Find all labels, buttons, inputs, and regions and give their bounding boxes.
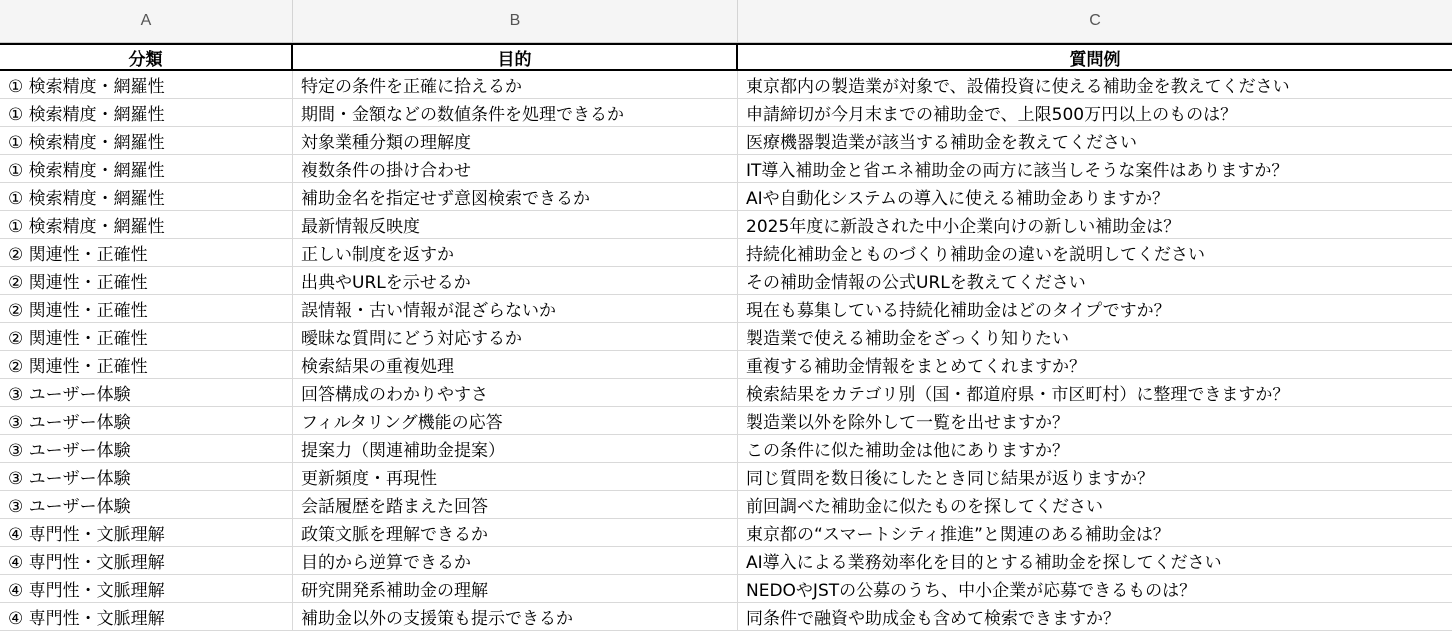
cell-category[interactable]: ② 関連性・正確性 xyxy=(0,267,293,294)
table-row xyxy=(0,155,1452,183)
cell-category[interactable]: ① 検索精度・網羅性 xyxy=(0,211,293,238)
cell-purpose[interactable]: 回答構成のわかりやすさ xyxy=(293,379,738,406)
cell-purpose[interactable]: 正しい制度を返すか xyxy=(293,239,738,266)
column-header-b[interactable]: B xyxy=(293,0,738,42)
cell-example[interactable]: 2025年度に新設された中小企業向けの新しい補助金は？ xyxy=(746,217,1181,237)
cell-example[interactable]: 現在も募集している持続化補助金はどのタイプですか？ xyxy=(746,301,1171,321)
cell-example[interactable]: 検索結果をカテゴリ別（国・都道府県・市区町村）に整理できますか？ xyxy=(746,385,1290,405)
table-body xyxy=(0,71,1452,631)
column-header-c[interactable]: C xyxy=(1089,12,1101,29)
cell-grid xyxy=(0,43,1452,631)
cell-example[interactable]: 東京都内の製造業が対象で、設備投資に使える補助金を教えてください xyxy=(746,77,1290,97)
cell-purpose[interactable]: 補助金以外の支援策も提示できるか xyxy=(293,603,738,630)
cell-purpose[interactable]: 曖昧な質問にどう対応するか xyxy=(293,323,738,350)
cell-category[interactable]: ② 関連性・正確性 xyxy=(0,295,293,322)
cell-purpose[interactable]: 期間・金額などの数値条件を処理できるか xyxy=(293,99,738,126)
cell-example[interactable]: 医療機器製造業が該当する補助金を教えてください xyxy=(746,133,1137,153)
header-cell-example[interactable]: 質問例 xyxy=(1069,49,1121,69)
header-cell-purpose[interactable]: 目的 xyxy=(293,45,738,69)
table-row xyxy=(0,239,1452,267)
cell-purpose[interactable]: 出典やURLを示せるか xyxy=(293,267,738,294)
cell-purpose[interactable]: 目的から逆算できるか xyxy=(293,547,738,574)
cell-category[interactable]: ③ ユーザー体験 xyxy=(0,435,293,462)
table-row xyxy=(0,491,1452,519)
column-header-a[interactable]: A xyxy=(0,0,293,42)
table-row xyxy=(0,435,1452,463)
table-row xyxy=(0,603,1452,631)
cell-example[interactable]: AI導入による業務効率化を目的とする補助金を探してください xyxy=(746,553,1222,573)
cell-purpose[interactable]: 更新頻度・再現性 xyxy=(293,463,738,490)
cell-purpose[interactable]: 会話履歴を踏まえた回答 xyxy=(293,491,738,518)
table-row xyxy=(0,519,1452,547)
table-row xyxy=(0,211,1452,239)
table-row xyxy=(0,351,1452,379)
cell-category[interactable]: ③ ユーザー体験 xyxy=(0,463,293,490)
cell-category[interactable]: ① 検索精度・網羅性 xyxy=(0,155,293,182)
cell-example[interactable]: 製造業以外を除外して一覧を出せますか？ xyxy=(746,413,1069,433)
cell-purpose[interactable]: 補助金名を指定せず意図検索できるか xyxy=(293,183,738,210)
cell-example[interactable]: AIや自動化システムの導入に使える補助金ありますか？ xyxy=(746,189,1169,209)
cell-category[interactable]: ② 関連性・正確性 xyxy=(0,323,293,350)
table-row xyxy=(0,547,1452,575)
table-row xyxy=(0,463,1452,491)
cell-category[interactable]: ① 検索精度・網羅性 xyxy=(0,99,293,126)
column-header-bar xyxy=(0,0,1452,43)
table-row xyxy=(0,407,1452,435)
table-row xyxy=(0,379,1452,407)
cell-example[interactable]: 申請締切が今月末までの補助金で、上限500万円以上のものは？ xyxy=(746,105,1238,125)
table-row xyxy=(0,71,1452,99)
table-row xyxy=(0,127,1452,155)
cell-category[interactable]: ④ 専門性・文脈理解 xyxy=(0,547,293,574)
table-row xyxy=(0,575,1452,603)
cell-purpose[interactable]: 対象業種分類の理解度 xyxy=(293,127,738,154)
cell-example[interactable]: NEDOやJSTの公募のうち、中小企業が応募できるものは？ xyxy=(746,581,1197,601)
cell-category[interactable]: ④ 専門性・文脈理解 xyxy=(0,603,293,630)
cell-purpose[interactable]: 政策文脈を理解できるか xyxy=(293,519,738,546)
cell-category[interactable]: ① 検索精度・網羅性 xyxy=(0,183,293,210)
cell-example[interactable]: IT導入補助金と省エネ補助金の両方に該当しそうな案件はありますか？ xyxy=(746,161,1289,181)
cell-example[interactable]: 同じ質問を数日後にしたとき同じ結果が返りますか？ xyxy=(746,469,1154,489)
cell-example[interactable]: 製造業で使える補助金をざっくり知りたい xyxy=(746,329,1069,349)
cell-purpose[interactable]: 複数条件の掛け合わせ xyxy=(293,155,738,182)
cell-example[interactable]: その補助金情報の公式URLを教えてください xyxy=(746,273,1086,293)
header-row xyxy=(0,43,1452,71)
cell-example[interactable]: 重複する補助金情報をまとめてくれますか？ xyxy=(746,357,1086,377)
cell-purpose[interactable]: 最新情報反映度 xyxy=(293,211,738,238)
cell-example[interactable]: 前回調べた補助金に似たものを探してください xyxy=(746,497,1103,517)
header-cell-category[interactable]: 分類 xyxy=(0,45,293,69)
cell-purpose[interactable]: 研究開発系補助金の理解 xyxy=(293,575,738,602)
cell-category[interactable]: ④ 専門性・文脈理解 xyxy=(0,519,293,546)
cell-purpose[interactable]: 検索結果の重複処理 xyxy=(293,351,738,378)
cell-category[interactable]: ② 関連性・正確性 xyxy=(0,351,293,378)
table-row xyxy=(0,267,1452,295)
cell-example[interactable]: 同条件で融資や助成金も含めて検索できますか？ xyxy=(746,609,1120,629)
table-row xyxy=(0,323,1452,351)
cell-purpose[interactable]: フィルタリング機能の応答 xyxy=(293,407,738,434)
cell-category[interactable]: ③ ユーザー体験 xyxy=(0,407,293,434)
cell-example[interactable]: 持続化補助金とものづくり補助金の違いを説明してください xyxy=(746,245,1205,265)
cell-example[interactable]: 東京都の“スマートシティ推進”と関連のある補助金は？ xyxy=(746,525,1170,545)
cell-purpose[interactable]: 誤情報・古い情報が混ざらないか xyxy=(293,295,738,322)
cell-category[interactable]: ② 関連性・正確性 xyxy=(0,239,293,266)
cell-category[interactable]: ④ 専門性・文脈理解 xyxy=(0,575,293,602)
cell-category[interactable]: ③ ユーザー体験 xyxy=(0,379,293,406)
cell-purpose[interactable]: 提案力（関連補助金提案） xyxy=(293,435,738,462)
table-row xyxy=(0,99,1452,127)
table-row xyxy=(0,183,1452,211)
cell-category[interactable]: ① 検索精度・網羅性 xyxy=(0,127,293,154)
cell-example[interactable]: この条件に似た補助金は他にありますか？ xyxy=(746,441,1069,461)
cell-category[interactable]: ① 検索精度・網羅性 xyxy=(0,71,293,98)
cell-category[interactable]: ③ ユーザー体験 xyxy=(0,491,293,518)
table-row xyxy=(0,295,1452,323)
cell-purpose[interactable]: 特定の条件を正確に拾えるか xyxy=(293,71,738,98)
